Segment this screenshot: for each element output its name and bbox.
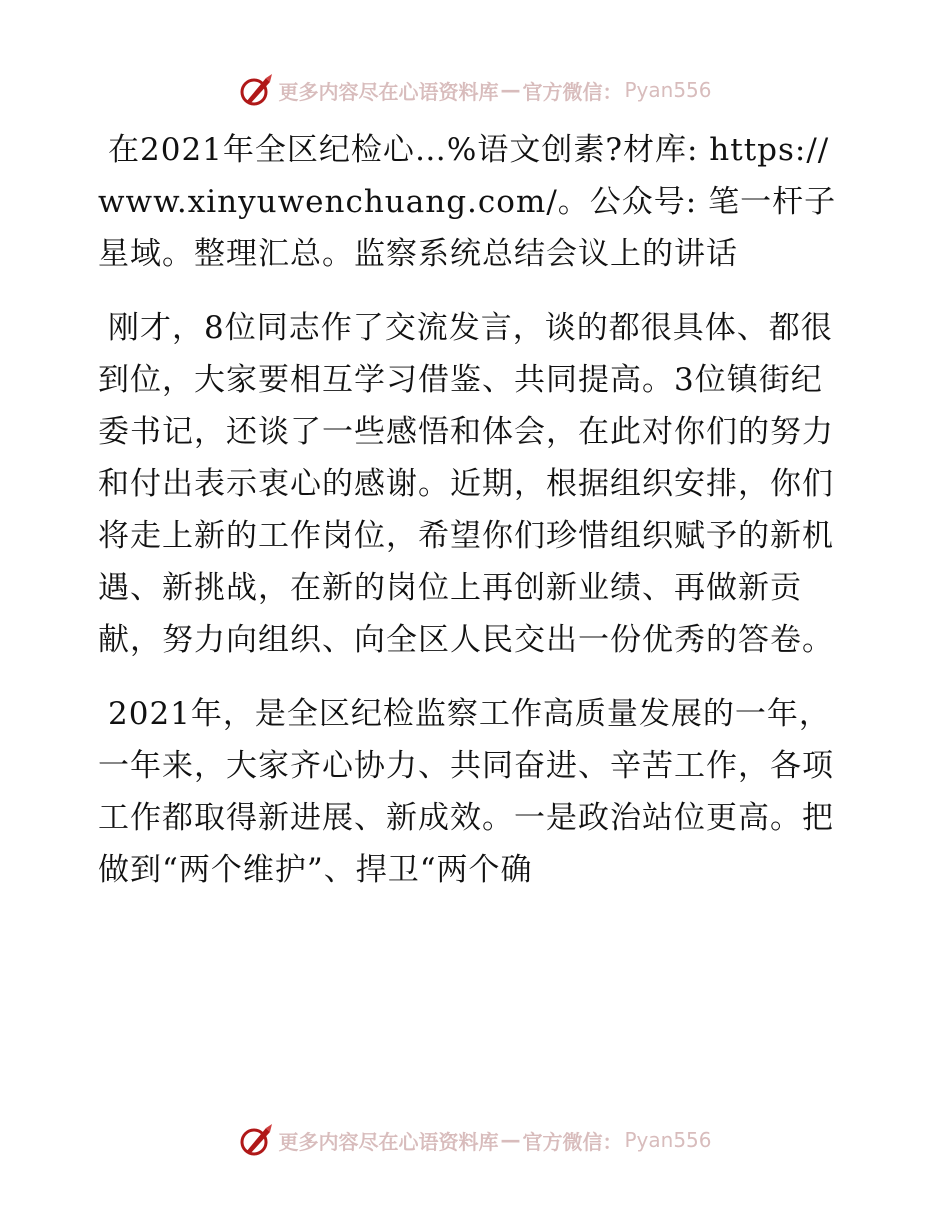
footer-watermark <box>0 1120 950 1160</box>
watermark-label: 官方微信： <box>522 79 623 104</box>
watermark-label: 官方微信： <box>522 1129 623 1154</box>
document-body <box>98 124 850 918</box>
header-watermark <box>0 70 950 110</box>
paragraph-2: 2021年，是全区纪检监察工作高质量发展的一年，一年来，大家齐心协力、共同奋进、辛苦工作，各项工作都取得新进展、新成效。一是政治站位更高。把做到“两个维护”、捍卫“两个确 <box>98 696 834 888</box>
quill-seal-icon <box>238 72 274 108</box>
quill-seal-icon <box>238 1122 274 1158</box>
watermark-separator: — <box>500 1128 521 1152</box>
paragraph-title: 在2021年全区纪检心…%语文创素?材库: https://www.xinyuwenchuang.com/。公众号: 笔一杆子星域。整理汇总。监察系统总结会议上的讲话 <box>98 132 837 272</box>
watermark-text: 更多内容尽在心语资料库 <box>278 1129 499 1154</box>
paragraph-1: 刚才，8位同志作了交流发言，谈的都很具体、都很到位，大家要相互学习借鉴、共同提高。3位镇街纪委书记，还谈了一些感悟和体会，在此对你们的努力和付出表示衷心的感谢。近期，根据组织安排，你们将走上新的工作岗位，希望你们珍惜组织赋予的新机遇、新挑战，在新的岗位上再创新业绩、再做新贡献，努力向组织、向全区人民交出一份优秀的答卷。 <box>98 310 834 658</box>
watermark-separator: — <box>500 78 521 102</box>
watermark-wechat-id: Pyan556 <box>624 78 712 102</box>
watermark-text: 更多内容尽在心语资料库 <box>278 79 499 104</box>
watermark-wechat-id: Pyan556 <box>624 1128 712 1152</box>
